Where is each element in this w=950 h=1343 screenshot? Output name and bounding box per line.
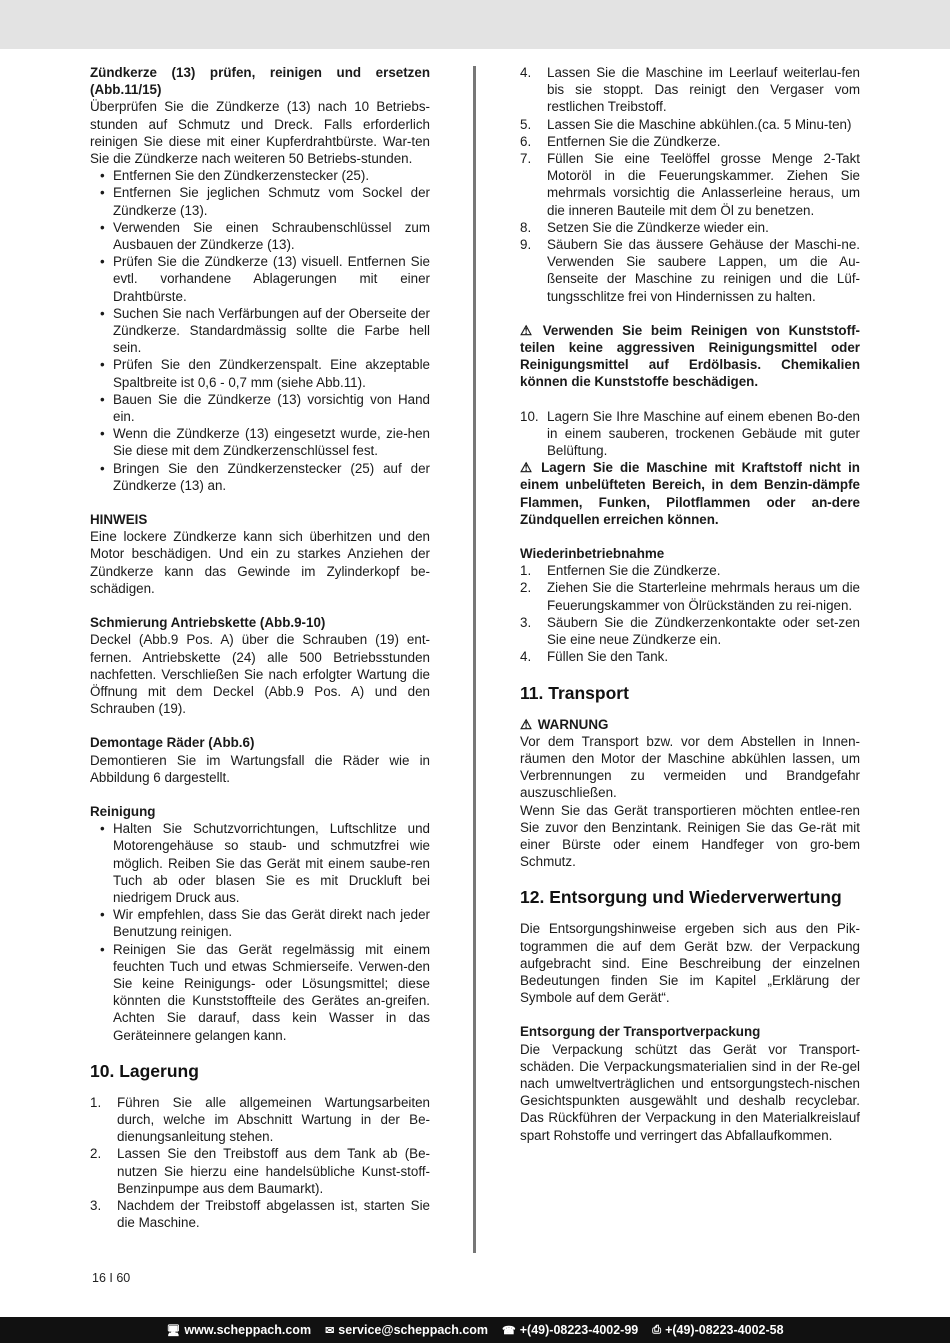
storage-steps-continued	[520, 64, 860, 305]
list-item: 10. Lagern Sie Ihre Maschine auf einem ebenen Bo-den in einem sauberen, trockenen Gebäude mit guter Belüftung.	[520, 408, 860, 459]
warning-triangle-icon: ⚠	[520, 322, 533, 338]
chain-lubrication-title: Schmierung Antriebskette (Abb.9-10)	[90, 615, 326, 631]
spark-plug-steps	[90, 167, 430, 494]
right-column	[520, 64, 860, 1144]
list-item: • Reinigen Sie das Gerät regelmässig mit einem feuchten Tuch und etwas Schmierseife. Verwen-den Sie keine Reinigungs- oder Lösungsmittel; diese könnten die Kunststoffteile des Gerätes an-greifen. Achten Sie darauf, dass kein Wasser in das Geräteinnere gelangen kann.	[90, 941, 430, 1044]
plastic-cleaning-warning: ⚠ Verwenden Sie beim Reinigen von Kunststoff-teilen keine aggressiven Reinigungsmittel oder Reinigungsmittel auf Erdölbasis. Chemikalien können die Kunststoffe beschädigen.	[520, 322, 860, 390]
footer-bar	[0, 1317, 950, 1343]
warning-triangle-icon: ⚠	[520, 460, 533, 476]
left-column	[90, 64, 430, 1231]
wheel-removal-title: Demontage Räder (Abb.6)	[90, 735, 255, 751]
footer-phone: ☎ +(49)-08223-4002-99	[502, 1323, 639, 1337]
cleaning-steps	[90, 820, 430, 1044]
transport-heading: 11. Transport	[520, 682, 629, 703]
column-divider	[473, 66, 476, 1253]
list-item: • Entfernen Sie den Zündkerzenstecker (25).	[90, 167, 430, 184]
list-item: 2. Lassen Sie den Treibstoff aus dem Tank ab (Be-nutzen Sie hierzu eine handelsübliche Kunst-stoff-Benzinpumpe aus dem Baumarkt).	[90, 1146, 430, 1196]
warning-triangle-icon: ⚠	[520, 716, 533, 732]
disposal-heading: 12. Entsorgung und Wiederverwertung	[520, 887, 842, 908]
list-item: • Prüfen Sie die Zündkerze (13) visuell. Entfernen Sie evtl. vorhandene Ablagerungen mit einer Drahtbürste.	[90, 253, 430, 305]
note-title: HINWEIS	[90, 512, 148, 528]
list-item: • Halten Sie Schutzvorrichtungen, Luftschlitze und Motorengehäuse so staub- und schmutzfrei wie möglich. Reiben Sie das Gerät mit einem saube-ren Tuch ab oder blasen Sie es mit Druckluft bei niedrigem Druck aus.	[90, 820, 430, 906]
list-item: • Entfernen Sie jeglichen Schmutz vom Sockel der Zündkerze (13).	[90, 184, 430, 218]
storage-steps	[90, 1094, 430, 1232]
disposal-text: Die Entsorgungshinweise ergeben sich aus den Pik-togrammen die auf dem Gerät bzw. der Verpackung aufgebracht sind. Eine Beschreibung der einzelnen Bedeutungen finden Sie im Kapitel „Erklärung der Symbole auf dem Gerät“.	[520, 921, 860, 1006]
list-item: 4. Lassen Sie die Maschine im Leerlauf weiterlau-fen bis sie stoppt. Das reinigt den Vergaser vom restlichen Treibstoff.	[520, 65, 860, 115]
mail-icon: ✉	[325, 1324, 335, 1337]
list-item: 4. Füllen Sie den Tank.	[520, 649, 669, 665]
list-item: • Bringen Sie den Zündkerzenstecker (25) auf der Zündkerze (13) an.	[90, 460, 430, 494]
footer-fax: ⎙ +(49)-08223-4002-58	[652, 1323, 784, 1337]
footer-email[interactable]: ✉ service@scheppach.com	[325, 1323, 489, 1337]
list-item: • Prüfen Sie den Zündkerzenspalt. Eine akzeptable Spaltbreite ist 0,6 - 0,7 mm (siehe Abb.11).	[90, 356, 430, 390]
restart-steps	[520, 562, 860, 665]
list-item: 2. Ziehen Sie die Starterleine mehrmals heraus um die Feuerungskammer von Ölrückständen zu rei-nigen.	[520, 580, 860, 613]
list-item: 8. Setzen Sie die Zündkerze wieder ein.	[520, 219, 769, 235]
transport-warning-title: ⚠ WARNUNG	[520, 716, 609, 732]
list-item: 1. Führen Sie alle allgemeinen Wartungsarbeiten durch, welche im Abschnitt Wartung in der Be-dienungsanleitung stehen.	[90, 1094, 430, 1145]
list-item: 3. Säubern Sie die Zündkerzenkontakte oder set-zen Sie eine neue Zündkerze ein.	[520, 614, 860, 648]
cleaning-title: Reinigung	[90, 803, 156, 819]
list-item: • Bauen Sie die Zündkerze (13) vorsichtig von Hand ein.	[90, 391, 430, 425]
transport-text-2: Wenn Sie das Gerät transportieren möchten entlee-ren Sie zuvor den Benzintank. Reinigen Sie das Ge-rät mit einer Bürste oder einem Handfeger von gro-bem Schmutz.	[520, 802, 860, 870]
chain-lubrication-text: Deckel (Abb.9 Pos. A) über die Schrauben (19) ent-fernen. Antriebskette (24) alle 500 Betriebsstunden nachfetten. Verschließen Sie nach erfolgter Wartung die Öffnung mit dem Deckel (Abb.9 Pos. A) und den Schrauben (19).	[90, 632, 430, 717]
list-item: • Suchen Sie nach Verfärbungen auf der Oberseite der Zündkerze. Standardmässig sollte die Farbe hell sein.	[90, 305, 430, 357]
footer-web[interactable]: 🖥 www.scheppach.com	[166, 1323, 312, 1337]
page-number: 16 I 60	[92, 1271, 131, 1285]
list-item: • Wir empfehlen, dass Sie das Gerät direkt nach jeder Benutzung reinigen.	[90, 906, 430, 940]
fax-icon: ⎙	[652, 1323, 662, 1336]
list-item: 6. Entfernen Sie die Zündkerze.	[520, 133, 721, 149]
wheel-removal-text: Demontieren Sie im Wartungsfall die Räder wie in Abbildung 6 dargestellt.	[90, 752, 430, 785]
list-item: 3. Nachdem der Treibstoff abgelassen ist, starten Sie die Maschine.	[90, 1197, 430, 1231]
list-item: • Wenn die Zündkerze (13) eingesetzt wurde, zie-hen Sie diese mit dem Zündkerzenschlüssel fest.	[90, 425, 430, 459]
spark-plug-title: Zündkerze (13) prüfen, reinigen und ersetzen (Abb.11/15)	[90, 65, 430, 98]
storage-step-10	[520, 408, 860, 460]
storage-heading: 10. Lagerung	[90, 1060, 199, 1081]
restart-title: Wiederinbetriebnahme	[520, 546, 665, 562]
note-text: Eine lockere Zündkerze kann sich überhitzen und den Motor beschädigen. Und ein zu starkes Anziehen der Zündkerze kann das Gewinde im Zylinderkopf be-schädigen.	[90, 529, 430, 596]
transport-text-1: Vor dem Transport bzw. vor dem Abstellen in Innen-räumen den Motor der Maschine abkühlen lassen, um Verbrennungen zu vermeiden und Brandgefahr auszuschließen.	[520, 733, 860, 801]
packaging-disposal-title: Entsorgung der Transportverpackung	[520, 1024, 761, 1040]
phone-icon: ☎	[502, 1324, 516, 1337]
header-band	[0, 0, 950, 49]
packaging-disposal-text: Die Verpackung schützt das Gerät vor Transport-schäden. Die Verpackungsmaterialien sind in der Re-gel nach umweltverträglichen und entsorgungstech-nischen Gesichtspunkten ausgewählt und deshalb recyclebar. Das Rückführen der Verpackung in den Materialkreislauf spart Rohstoffe und verringert das Abfallaufkommen.	[520, 1041, 860, 1143]
list-item: 7. Füllen Sie eine Teelöffel grosse Menge 2-Takt Motoröl in die Feuerungskammer. Ziehen Sie mehrmals vorsichtig die Anlasserleine heraus, um die inneren Bauteile mit dem Öl zu benetzen.	[520, 151, 860, 218]
computer-icon: 🖥	[166, 1324, 181, 1337]
list-item: • Verwenden Sie einen Schraubenschlüssel zum Ausbauen der Zündkerze (13).	[90, 219, 430, 253]
list-item: 5. Lassen Sie die Maschine abkühlen.(ca. 5 Minu-ten)	[520, 116, 852, 132]
spark-plug-intro: Überprüfen Sie die Zündkerze (13) nach 10 Betriebs-stunden auf Schmutz und Dreck. Falls erforderlich reinigen Sie diese mit einer Kupferdrahtbürste. War-ten Sie die Zündkerze nach weiteren 50 Betriebs-stunden.	[90, 99, 430, 167]
fuel-storage-warning: ⚠ Lagern Sie die Maschine mit Kraftstoff nicht in einem unbelüfteten Bereich, in dem Benzin-dämpfe Flammen, Funken, Pilotflammen oder an-dere Zündquellen erreichen können.	[520, 460, 860, 527]
list-item: 9. Säubern Sie das äussere Gehäuse der Maschi-ne. Verwenden Sie saubere Lappen, um die Au-ßenseite der Maschine zu reinigen und die Lüf-tungsschlitze frei von Hindernissen zu halten.	[520, 237, 860, 304]
list-item: 1. Entfernen Sie die Zündkerze.	[520, 563, 721, 579]
